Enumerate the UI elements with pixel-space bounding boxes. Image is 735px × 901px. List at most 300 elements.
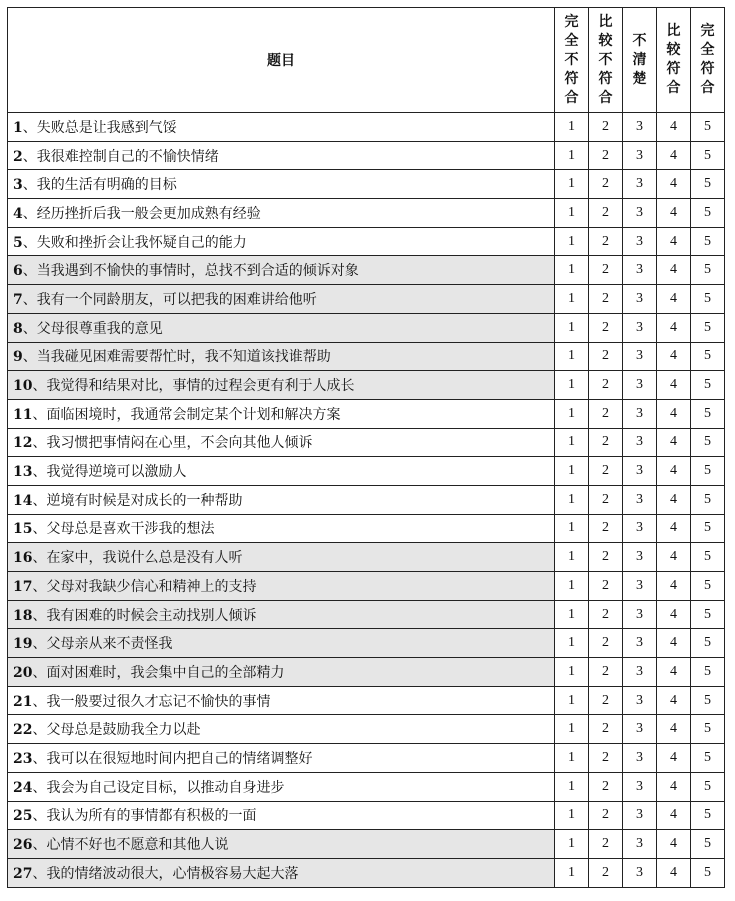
option-header-4 <box>657 8 691 113</box>
question-cell <box>8 141 555 170</box>
question-separator: 、 <box>32 435 47 452</box>
option-header-char: 符 <box>598 70 613 87</box>
option-header-char: 比 <box>666 23 681 39</box>
scale-option-2[interactable]: 2 <box>589 629 623 658</box>
table-row <box>8 285 725 314</box>
scale-option-5[interactable]: 5 <box>691 113 725 142</box>
question-text: 父母总是喜欢干涉我的想法 <box>46 521 215 538</box>
scale-option-4[interactable]: 4 <box>657 342 691 371</box>
question-separator: 、 <box>32 693 47 710</box>
option-header-char: 符 <box>666 61 681 77</box>
scale-option-3[interactable]: 3 <box>623 371 657 400</box>
question-separator: 、 <box>22 234 37 251</box>
scale-option-4[interactable]: 4 <box>657 629 691 658</box>
question-cell <box>8 772 555 801</box>
question-text: 我一般要过很久才忘记不愉快的事情 <box>46 693 271 710</box>
option-header-char: 合 <box>666 80 681 96</box>
scale-option-3[interactable]: 3 <box>623 399 657 428</box>
scale-option-1[interactable]: 1 <box>555 485 589 514</box>
scale-option-3[interactable]: 3 <box>623 514 657 543</box>
table-row <box>8 514 725 543</box>
question-cell <box>8 227 555 256</box>
question-cell <box>8 170 555 199</box>
question-cell <box>8 485 555 514</box>
question-separator: 、 <box>32 636 47 653</box>
scale-option-2[interactable]: 2 <box>589 830 623 859</box>
option-header-char: 不 <box>564 51 579 68</box>
scale-option-2[interactable]: 2 <box>589 801 623 830</box>
scale-option-3[interactable]: 3 <box>623 629 657 658</box>
scale-option-4[interactable]: 4 <box>657 256 691 285</box>
scale-option-5[interactable]: 5 <box>691 830 725 859</box>
scale-option-5[interactable]: 5 <box>691 227 725 256</box>
option-header-char: 不 <box>632 32 647 49</box>
scale-option-3[interactable]: 3 <box>623 658 657 687</box>
question-cell <box>8 371 555 400</box>
question-number: 14 <box>13 492 33 509</box>
scale-option-3[interactable]: 3 <box>623 199 657 228</box>
scale-option-1[interactable]: 1 <box>555 686 589 715</box>
question-number: 21 <box>13 693 33 710</box>
question-text: 失败和挫折会让我怀疑自己的能力 <box>36 234 247 251</box>
scale-option-2[interactable]: 2 <box>589 457 623 486</box>
question-text: 面对困难时，我会集中自己的全部精力 <box>46 664 285 681</box>
question-separator: 、 <box>32 837 47 854</box>
survey-table <box>7 7 725 888</box>
option-header-char: 较 <box>598 32 613 49</box>
question-cell <box>8 399 555 428</box>
table-row <box>8 572 725 601</box>
question-separator: 、 <box>22 320 37 337</box>
table-row <box>8 457 725 486</box>
question-separator: 、 <box>32 779 47 796</box>
scale-option-3[interactable]: 3 <box>623 830 657 859</box>
question-text: 我很难控制自己的不愉快情绪 <box>36 148 219 165</box>
scale-option-3[interactable]: 3 <box>623 543 657 572</box>
scale-option-4[interactable]: 4 <box>657 543 691 572</box>
scale-option-3[interactable]: 3 <box>623 686 657 715</box>
scale-option-5[interactable]: 5 <box>691 199 725 228</box>
scale-option-4[interactable]: 4 <box>657 285 691 314</box>
table-row <box>8 485 725 514</box>
scale-option-5[interactable]: 5 <box>691 858 725 887</box>
scale-option-5[interactable]: 5 <box>691 428 725 457</box>
scale-option-2[interactable]: 2 <box>589 285 623 314</box>
scale-option-2[interactable]: 2 <box>589 600 623 629</box>
option-header-char: 符 <box>700 61 715 77</box>
question-text: 经历挫折后我一般会更加成熟有经验 <box>36 205 261 222</box>
scale-option-1[interactable]: 1 <box>555 428 589 457</box>
scale-option-3[interactable]: 3 <box>623 428 657 457</box>
scale-option-2[interactable]: 2 <box>589 113 623 142</box>
scale-option-5[interactable]: 5 <box>691 457 725 486</box>
question-cell <box>8 543 555 572</box>
question-cell <box>8 715 555 744</box>
question-text: 父母很尊重我的意见 <box>36 320 163 337</box>
question-separator: 、 <box>22 205 37 222</box>
scale-option-4[interactable]: 4 <box>657 772 691 801</box>
scale-option-5[interactable]: 5 <box>691 170 725 199</box>
question-number: 7 <box>13 291 23 308</box>
question-cell <box>8 600 555 629</box>
option-header-char: 全 <box>700 42 715 58</box>
scale-option-4[interactable]: 4 <box>657 399 691 428</box>
scale-option-4[interactable]: 4 <box>657 830 691 859</box>
scale-option-5[interactable]: 5 <box>691 543 725 572</box>
scale-option-4[interactable]: 4 <box>657 686 691 715</box>
table-row <box>8 629 725 658</box>
scale-option-3[interactable]: 3 <box>623 772 657 801</box>
scale-option-1[interactable]: 1 <box>555 399 589 428</box>
scale-option-1[interactable]: 1 <box>555 772 589 801</box>
question-text: 当我遇到不愉快的事情时，总找不到合适的倾诉对象 <box>36 263 359 280</box>
question-cell <box>8 801 555 830</box>
scale-option-1[interactable]: 1 <box>555 830 589 859</box>
survey-body <box>8 113 725 888</box>
option-header-char: 清 <box>632 51 647 68</box>
scale-option-5[interactable]: 5 <box>691 572 725 601</box>
scale-option-4[interactable]: 4 <box>657 113 691 142</box>
scale-option-5[interactable]: 5 <box>691 256 725 285</box>
question-cell <box>8 342 555 371</box>
question-separator: 、 <box>22 119 37 136</box>
question-number: 6 <box>13 263 23 280</box>
option-header-3 <box>623 8 657 113</box>
option-header-char: 全 <box>564 32 579 49</box>
scale-option-5[interactable]: 5 <box>691 801 725 830</box>
option-header-char: 合 <box>598 89 613 106</box>
question-number: 9 <box>13 349 23 366</box>
table-row <box>8 428 725 457</box>
table-row <box>8 744 725 773</box>
scale-option-4[interactable]: 4 <box>657 600 691 629</box>
scale-option-3[interactable]: 3 <box>623 113 657 142</box>
scale-option-3[interactable]: 3 <box>623 600 657 629</box>
scale-option-3[interactable]: 3 <box>623 313 657 342</box>
question-number: 17 <box>13 578 33 595</box>
question-separator: 、 <box>32 406 47 423</box>
table-row <box>8 199 725 228</box>
question-cell <box>8 199 555 228</box>
header-row <box>8 8 725 113</box>
question-text: 逆境有时候是对成长的一种帮助 <box>46 492 243 509</box>
scale-option-5[interactable]: 5 <box>691 514 725 543</box>
question-number: 16 <box>13 550 33 567</box>
scale-option-2[interactable]: 2 <box>589 744 623 773</box>
question-separator: 、 <box>22 148 37 165</box>
table-row <box>8 113 725 142</box>
option-header-2 <box>589 8 623 113</box>
scale-option-2[interactable]: 2 <box>589 858 623 887</box>
scale-option-2[interactable]: 2 <box>589 715 623 744</box>
option-header-char: 符 <box>564 70 579 87</box>
scale-option-4[interactable]: 4 <box>657 170 691 199</box>
scale-option-1[interactable]: 1 <box>555 170 589 199</box>
question-text: 我习惯把事情闷在心里，不会向其他人倾诉 <box>46 435 313 452</box>
scale-option-4[interactable]: 4 <box>657 457 691 486</box>
question-text: 我的情绪波动很大，心情极容易大起大落 <box>46 865 299 882</box>
scale-option-1[interactable]: 1 <box>555 457 589 486</box>
table-row <box>8 600 725 629</box>
question-number: 5 <box>13 234 23 251</box>
question-number: 26 <box>13 837 33 854</box>
question-cell <box>8 514 555 543</box>
question-text: 父母亲从来不责怪我 <box>46 636 173 653</box>
table-row <box>8 141 725 170</box>
scale-option-5[interactable]: 5 <box>691 141 725 170</box>
scale-option-1[interactable]: 1 <box>555 543 589 572</box>
scale-option-5[interactable]: 5 <box>691 658 725 687</box>
question-text: 我觉得和结果对比，事情的过程会更有利于人成长 <box>46 378 355 395</box>
question-text: 我认为所有的事情都有积极的一面 <box>46 808 257 825</box>
question-text: 面临困境时，我通常会制定某个计划和解决方案 <box>46 406 341 423</box>
scale-option-5[interactable]: 5 <box>691 629 725 658</box>
scale-option-5[interactable]: 5 <box>691 371 725 400</box>
scale-option-5[interactable]: 5 <box>691 600 725 629</box>
scale-option-3[interactable]: 3 <box>623 485 657 514</box>
scale-option-1[interactable]: 1 <box>555 801 589 830</box>
scale-option-2[interactable]: 2 <box>589 572 623 601</box>
question-cell <box>8 313 555 342</box>
question-cell <box>8 256 555 285</box>
scale-option-3[interactable]: 3 <box>623 285 657 314</box>
scale-option-4[interactable]: 4 <box>657 658 691 687</box>
question-separator: 、 <box>22 291 37 308</box>
scale-option-2[interactable]: 2 <box>589 399 623 428</box>
table-row <box>8 772 725 801</box>
scale-option-1[interactable]: 1 <box>555 600 589 629</box>
scale-option-2[interactable]: 2 <box>589 514 623 543</box>
option-header-char: 合 <box>700 80 715 96</box>
option-header-char: 不 <box>598 51 613 68</box>
option-header-char: 合 <box>564 89 579 106</box>
scale-option-1[interactable]: 1 <box>555 313 589 342</box>
table-row <box>8 858 725 887</box>
scale-option-5[interactable]: 5 <box>691 485 725 514</box>
table-row <box>8 371 725 400</box>
scale-option-4[interactable]: 4 <box>657 744 691 773</box>
scale-option-1[interactable]: 1 <box>555 629 589 658</box>
table-row <box>8 342 725 371</box>
table-row <box>8 170 725 199</box>
scale-option-2[interactable]: 2 <box>589 772 623 801</box>
question-number: 11 <box>13 406 33 423</box>
question-number: 2 <box>13 148 23 165</box>
question-number: 23 <box>13 750 33 767</box>
question-number: 1 <box>13 119 23 136</box>
question-separator: 、 <box>22 349 37 366</box>
scale-option-1[interactable]: 1 <box>555 514 589 543</box>
scale-option-2[interactable]: 2 <box>589 342 623 371</box>
scale-option-4[interactable]: 4 <box>657 485 691 514</box>
question-cell <box>8 572 555 601</box>
table-row <box>8 801 725 830</box>
scale-option-4[interactable]: 4 <box>657 801 691 830</box>
scale-option-5[interactable]: 5 <box>691 313 725 342</box>
question-text: 父母总是鼓励我全力以赴 <box>46 722 201 739</box>
scale-option-3[interactable]: 3 <box>623 572 657 601</box>
question-cell <box>8 113 555 142</box>
question-text: 我觉得逆境可以激励人 <box>46 464 187 481</box>
question-text: 我可以在很短地时间内把自己的情绪调整好 <box>46 750 313 767</box>
question-cell <box>8 830 555 859</box>
question-text: 我有一个同龄朋友，可以把我的困难讲给他听 <box>36 291 317 308</box>
question-separator: 、 <box>32 865 47 882</box>
scale-option-3[interactable]: 3 <box>623 141 657 170</box>
question-cell <box>8 457 555 486</box>
question-text: 当我碰见困难需要帮忙时，我不知道该找谁帮助 <box>36 349 331 366</box>
table-row <box>8 830 725 859</box>
question-cell <box>8 428 555 457</box>
scale-option-5[interactable]: 5 <box>691 285 725 314</box>
question-number: 10 <box>13 378 33 395</box>
question-number: 8 <box>13 320 23 337</box>
option-header-char: 完 <box>700 23 715 39</box>
question-number: 12 <box>13 435 33 452</box>
question-cell <box>8 285 555 314</box>
question-cell <box>8 686 555 715</box>
scale-option-2[interactable]: 2 <box>589 256 623 285</box>
table-row <box>8 399 725 428</box>
scale-option-2[interactable]: 2 <box>589 199 623 228</box>
scale-option-5[interactable]: 5 <box>691 686 725 715</box>
question-separator: 、 <box>32 750 47 767</box>
scale-option-3[interactable]: 3 <box>623 342 657 371</box>
scale-option-1[interactable]: 1 <box>555 658 589 687</box>
scale-option-5[interactable]: 5 <box>691 772 725 801</box>
scale-option-4[interactable]: 4 <box>657 199 691 228</box>
scale-option-1[interactable]: 1 <box>555 199 589 228</box>
question-text: 父母对我缺少信心和精神上的支持 <box>46 578 257 595</box>
option-header-char: 比 <box>598 13 613 30</box>
scale-option-4[interactable]: 4 <box>657 428 691 457</box>
question-text: 心情不好也不愿意和其他人说 <box>46 837 229 854</box>
scale-option-4[interactable]: 4 <box>657 227 691 256</box>
scale-option-1[interactable]: 1 <box>555 744 589 773</box>
scale-option-4[interactable]: 4 <box>657 313 691 342</box>
question-text: 失败总是让我感到气馁 <box>36 119 177 136</box>
scale-option-2[interactable]: 2 <box>589 313 623 342</box>
table-row <box>8 715 725 744</box>
scale-option-2[interactable]: 2 <box>589 485 623 514</box>
scale-option-3[interactable]: 3 <box>623 457 657 486</box>
scale-option-4[interactable]: 4 <box>657 371 691 400</box>
scale-option-3[interactable]: 3 <box>623 170 657 199</box>
option-header-char: 完 <box>564 13 579 30</box>
question-text: 我会为自己设定目标，以推动自身进步 <box>46 779 285 796</box>
scale-option-2[interactable]: 2 <box>589 141 623 170</box>
question-separator: 、 <box>32 550 47 567</box>
scale-option-1[interactable]: 1 <box>555 113 589 142</box>
scale-option-1[interactable]: 1 <box>555 285 589 314</box>
scale-option-5[interactable]: 5 <box>691 744 725 773</box>
question-number: 4 <box>13 205 23 222</box>
question-cell <box>8 629 555 658</box>
scale-option-1[interactable]: 1 <box>555 371 589 400</box>
scale-option-1[interactable]: 1 <box>555 572 589 601</box>
question-number: 19 <box>13 636 33 653</box>
scale-option-2[interactable]: 2 <box>589 543 623 572</box>
question-text: 我有困难的时候会主动找别人倾诉 <box>46 607 257 624</box>
question-separator: 、 <box>22 263 37 280</box>
question-number: 15 <box>13 521 33 538</box>
scale-option-3[interactable]: 3 <box>623 715 657 744</box>
scale-option-3[interactable]: 3 <box>623 256 657 285</box>
scale-option-1[interactable]: 1 <box>555 256 589 285</box>
question-number: 3 <box>13 177 23 194</box>
table-row <box>8 658 725 687</box>
question-cell <box>8 858 555 887</box>
scale-option-3[interactable]: 3 <box>623 801 657 830</box>
question-number: 22 <box>13 722 33 739</box>
table-row <box>8 256 725 285</box>
table-row <box>8 313 725 342</box>
table-row <box>8 543 725 572</box>
scale-option-5[interactable]: 5 <box>691 342 725 371</box>
option-header-5 <box>691 8 725 113</box>
question-separator: 、 <box>22 177 37 194</box>
scale-option-2[interactable]: 2 <box>589 371 623 400</box>
scale-option-3[interactable]: 3 <box>623 858 657 887</box>
question-text: 在家中，我说什么总是没有人听 <box>46 550 243 567</box>
scale-option-3[interactable]: 3 <box>623 744 657 773</box>
question-number: 18 <box>13 607 33 624</box>
table-row <box>8 686 725 715</box>
scale-option-3[interactable]: 3 <box>623 227 657 256</box>
question-text: 我的生活有明确的目标 <box>36 177 177 194</box>
question-number: 24 <box>13 779 33 796</box>
scale-option-2[interactable]: 2 <box>589 428 623 457</box>
scale-option-4[interactable]: 4 <box>657 858 691 887</box>
option-header-char: 较 <box>666 42 681 58</box>
scale-option-2[interactable]: 2 <box>589 686 623 715</box>
scale-option-1[interactable]: 1 <box>555 858 589 887</box>
question-separator: 、 <box>32 492 47 509</box>
scale-option-1[interactable]: 1 <box>555 715 589 744</box>
question-separator: 、 <box>32 521 47 538</box>
question-number: 20 <box>13 664 33 681</box>
scale-option-1[interactable]: 1 <box>555 342 589 371</box>
question-separator: 、 <box>32 664 47 681</box>
question-cell <box>8 658 555 687</box>
question-separator: 、 <box>32 607 47 624</box>
scale-option-4[interactable]: 4 <box>657 514 691 543</box>
scale-option-2[interactable]: 2 <box>589 658 623 687</box>
scale-option-2[interactable]: 2 <box>589 170 623 199</box>
question-separator: 、 <box>32 808 47 825</box>
scale-option-5[interactable]: 5 <box>691 715 725 744</box>
question-number: 13 <box>13 464 33 481</box>
question-separator: 、 <box>32 464 47 481</box>
option-header-1 <box>555 8 589 113</box>
question-column-header: 题目 <box>8 8 555 113</box>
question-number: 27 <box>13 865 33 882</box>
question-separator: 、 <box>32 378 47 395</box>
scale-option-4[interactable]: 4 <box>657 715 691 744</box>
table-row <box>8 227 725 256</box>
scale-option-4[interactable]: 4 <box>657 572 691 601</box>
question-number: 25 <box>13 808 33 825</box>
option-header-char: 楚 <box>632 70 647 87</box>
scale-option-1[interactable]: 1 <box>555 227 589 256</box>
question-separator: 、 <box>32 722 47 739</box>
scale-option-5[interactable]: 5 <box>691 399 725 428</box>
scale-option-2[interactable]: 2 <box>589 227 623 256</box>
question-separator: 、 <box>32 578 47 595</box>
scale-option-4[interactable]: 4 <box>657 141 691 170</box>
scale-option-1[interactable]: 1 <box>555 141 589 170</box>
question-cell <box>8 744 555 773</box>
